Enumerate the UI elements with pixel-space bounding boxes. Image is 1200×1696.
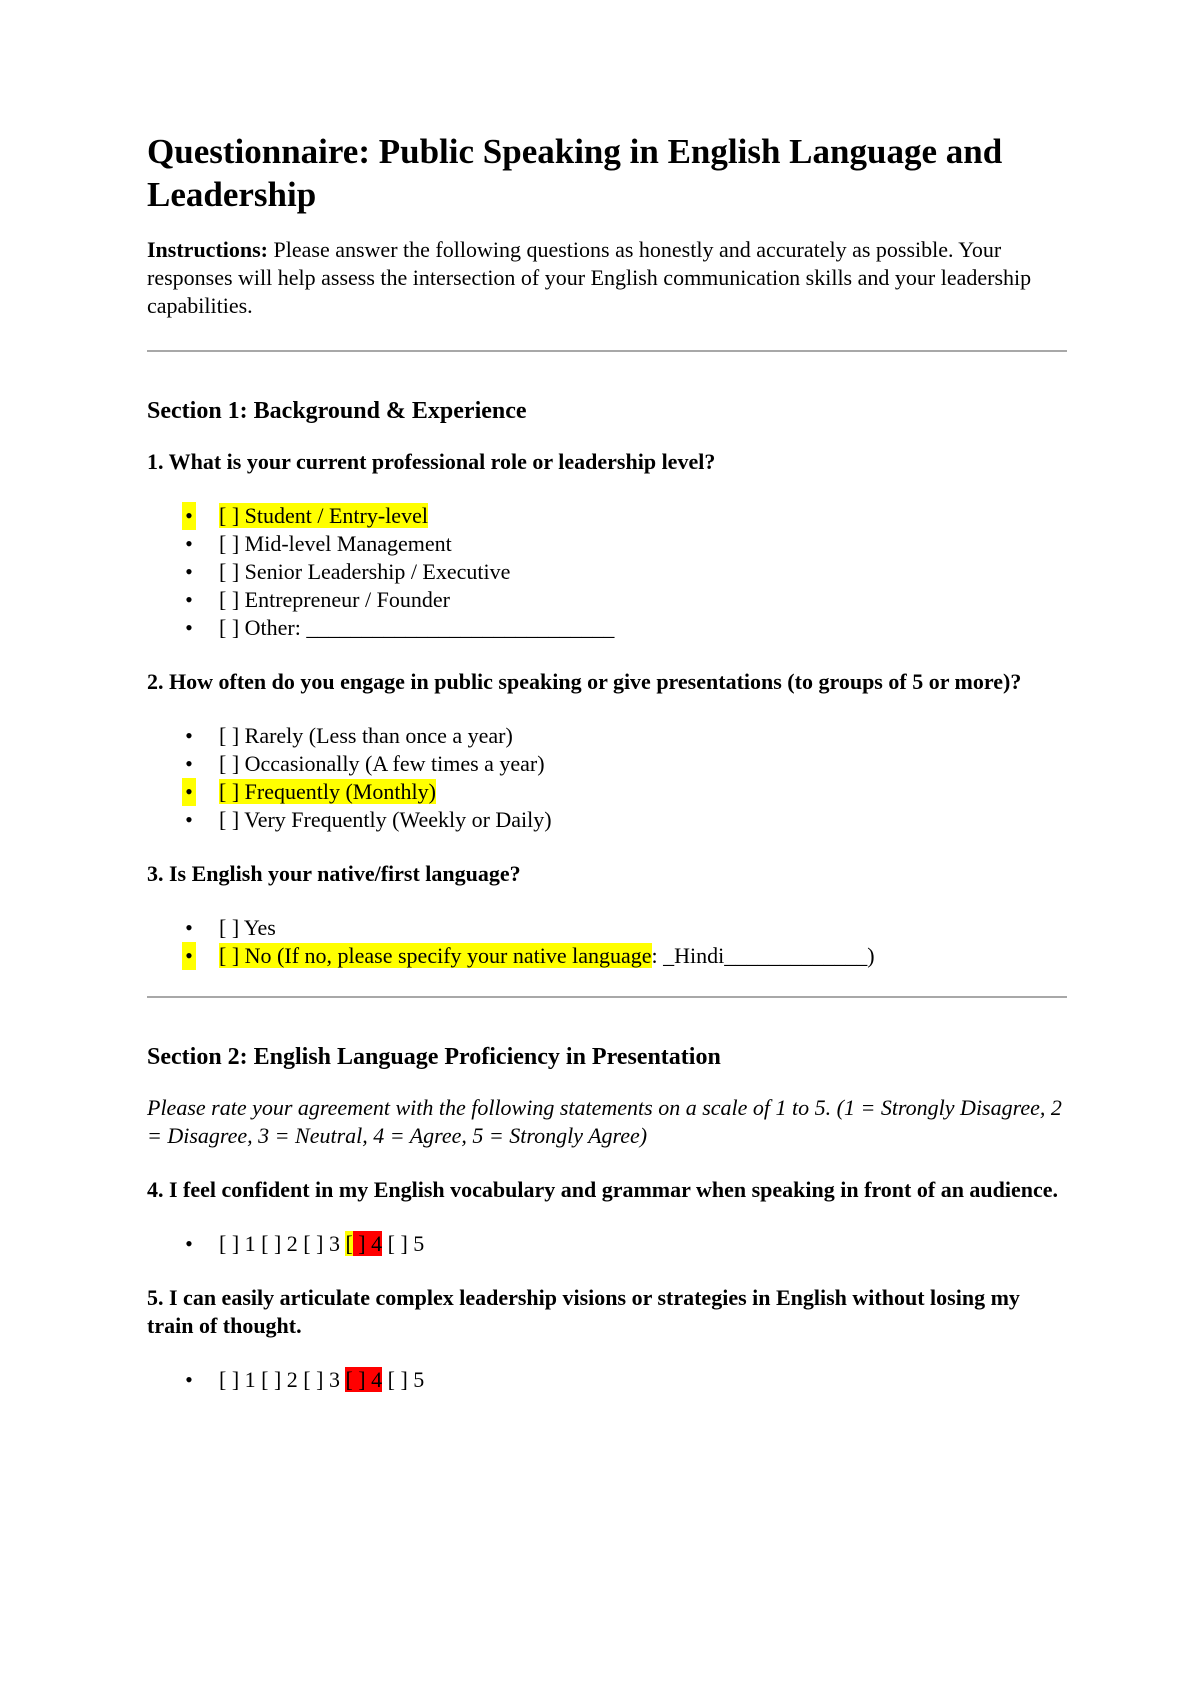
page-title: Questionnaire: Public Speaking in English Language and Leadership: [147, 132, 1003, 214]
bullet-icon: •: [185, 807, 193, 832]
instructions-paragraph: [147, 236, 1067, 320]
question-2-options: [147, 722, 1067, 834]
bullet-icon: •: [185, 751, 193, 776]
section-divider: [147, 350, 1067, 352]
bullet-icon: •: [182, 778, 196, 806]
bullet-icon: •: [185, 723, 193, 748]
q2-option-very-frequently[interactable]: [147, 806, 1067, 834]
bullet-icon: •: [182, 502, 196, 530]
q4-scale-bracket: [: [345, 1231, 353, 1256]
q1-option-label: [ ] Student / Entry-level: [219, 503, 428, 528]
q2-option-label: [ ] Very Frequently (Weekly or Daily): [219, 807, 552, 832]
q1-option-student[interactable]: [147, 502, 1067, 530]
bullet-icon: •: [185, 1231, 193, 1256]
question-3-options: [147, 914, 1067, 970]
question-5: 5. I can easily articulate complex leadership visions or strategies in English without losing my train of thought.: [147, 1285, 1020, 1338]
bullet-icon: •: [185, 1367, 193, 1392]
q4-selected-rating[interactable]: ] 4: [352, 1231, 383, 1256]
document-page: [147, 130, 1067, 1420]
q1-option-label: [ ] Senior Leadership / Executive: [219, 559, 511, 584]
q1-option-label: [ ] Mid-level Management: [219, 531, 452, 556]
question-1: 1. What is your current professional role or leadership level?: [147, 449, 716, 474]
native-language-answer[interactable]: : _Hindi_____________): [651, 943, 875, 968]
section-divider: [147, 996, 1067, 998]
q3-option-yes[interactable]: [147, 914, 1067, 942]
section-1-heading: Section 1: Background & Experience: [147, 398, 527, 424]
q2-option-label: [ ] Frequently (Monthly): [219, 779, 436, 804]
question-4-scale: [147, 1230, 1067, 1258]
bullet-icon: •: [185, 587, 193, 612]
q2-option-label: [ ] Rarely (Less than once a year): [219, 723, 513, 748]
rating-scale-note: Please rate your agreement with the following statements on a scale of 1 to 5. (1 = Strongly Disagree, 2 = Disagree, 3 = Neutral, 4 = Agree, 5 = Strongly Agree): [147, 1095, 1062, 1148]
q2-option-label: [ ] Occasionally (A few times a year): [219, 751, 545, 776]
question-5-scale: [147, 1366, 1067, 1394]
question-2: 2. How often do you engage in public speaking or give presentations (to groups of 5 or more)?: [147, 669, 1022, 694]
q2-option-occasionally[interactable]: [147, 750, 1067, 778]
bullet-icon: •: [185, 915, 193, 940]
q1-option-mid-level[interactable]: [147, 530, 1067, 558]
q5-rating-row[interactable]: [147, 1366, 1067, 1394]
question-1-options: [147, 502, 1067, 642]
bullet-icon: •: [185, 531, 193, 556]
question-3: 3. Is English your native/first language?: [147, 861, 521, 886]
q4-scale-options-1-3[interactable]: [ ] 1 [ ] 2 [ ] 3: [219, 1231, 346, 1256]
bullet-icon: •: [185, 559, 193, 584]
q1-option-label: [ ] Other: ____________________________: [219, 615, 615, 640]
q3-option-no-label: [ ] No (If no, please specify your native language: [219, 943, 652, 968]
instructions-label: Instructions:: [147, 237, 269, 262]
instructions-text: Please answer the following questions as honestly and accurately as possible. Your responses will help assess the intersection of your English communication skills and your leadership capabilities.: [147, 237, 1032, 318]
q1-option-label: [ ] Entrepreneur / Founder: [219, 587, 450, 612]
q5-scale-options-1-3[interactable]: [ ] 1 [ ] 2 [ ] 3: [219, 1367, 346, 1392]
q1-option-senior[interactable]: [147, 558, 1067, 586]
section-2-heading: Section 2: English Language Proficiency in Presentation: [147, 1044, 721, 1070]
q3-option-no[interactable]: [147, 942, 1067, 970]
bullet-icon: •: [182, 942, 196, 970]
q1-option-entrepreneur[interactable]: [147, 586, 1067, 614]
q2-option-rarely[interactable]: [147, 722, 1067, 750]
q4-rating-row[interactable]: [147, 1230, 1067, 1258]
bullet-icon: •: [185, 615, 193, 640]
q1-option-other[interactable]: [147, 614, 1067, 642]
q5-selected-rating[interactable]: [ ] 4: [345, 1367, 383, 1392]
question-4: 4. I feel confident in my English vocabulary and grammar when speaking in front of an audience.: [147, 1177, 1059, 1202]
q2-option-frequently[interactable]: [147, 778, 1067, 806]
q5-scale-option-5[interactable]: [ ] 5: [382, 1367, 425, 1392]
q4-scale-option-5[interactable]: [ ] 5: [382, 1231, 425, 1256]
q3-option-label: [ ] Yes: [219, 915, 276, 940]
